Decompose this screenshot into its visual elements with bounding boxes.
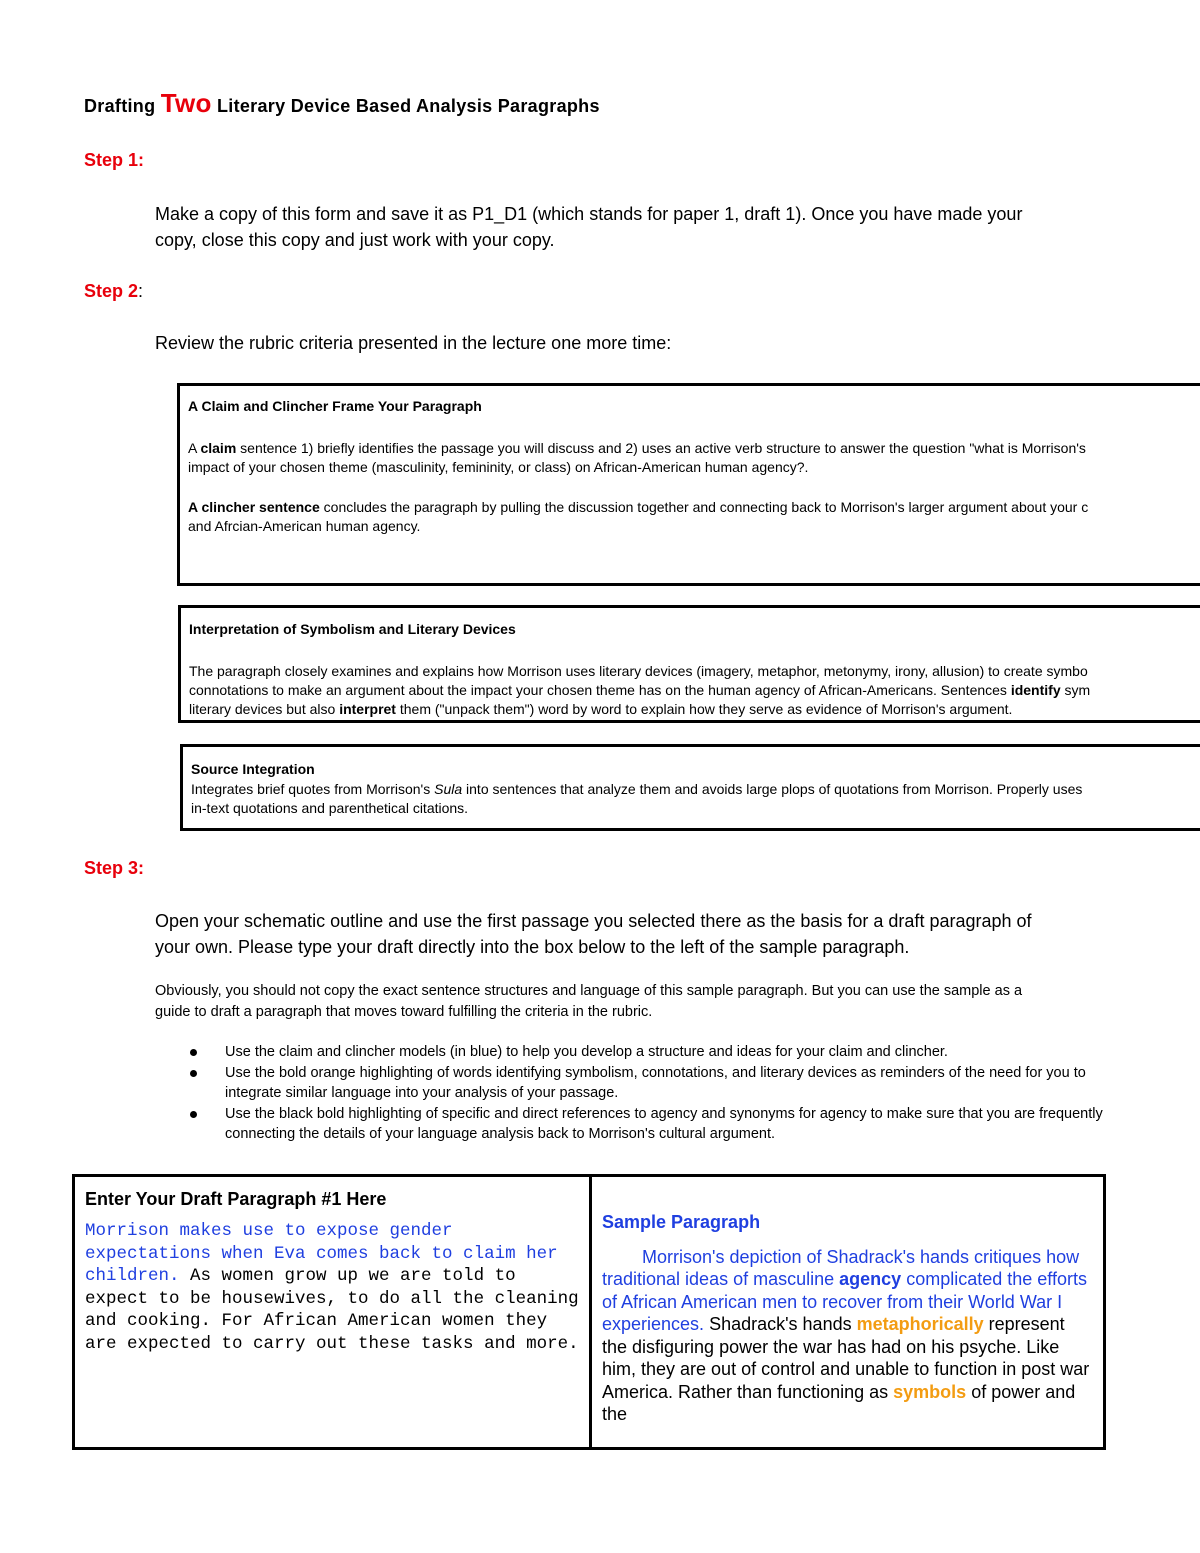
page-title: Drafting Two Literary Device Based Analysis Paragraphs: [84, 88, 600, 118]
list-item: Use the black bold highlighting of specific and direct references to agency and synonyms for agency to make sure that you are frequently connecting the details of your language analysis back to Morrison's cultural argument.: [190, 1104, 1115, 1145]
rubric-claim-heading: A Claim and Clincher Frame Your Paragraph: [188, 398, 482, 414]
list-item: Use the bold orange highlighting of words identifying symbolism, connotations, and literary devices as reminders of the need for you to integrate similar language into your analysis of your passage.: [190, 1063, 1115, 1104]
rubric-claim-box: A Claim and Clincher Frame Your Paragraph A claim sentence 1) briefly identifies the passage you will discuss and 2) uses an active verb structure to answer the question "what is Morrison's impact of your chosen theme (masculinity, femininity, or class) on African-American human agency?. A clincher sentence concludes the paragraph by pulling the discussion together and connecting back to Morrison's larger argument about your c and Afrcian-American human agency.: [177, 383, 1200, 586]
step-1-label: Step 1:: [84, 150, 145, 170]
draft-cell[interactable]: [74, 1176, 591, 1449]
sample-cell: [591, 1176, 1105, 1449]
step-1-text: Make a copy of this form and save it as P1_D1 (which stands for paper 1, draft 1). Once you have made your copy, close this copy and just work with your copy.: [155, 204, 1023, 250]
guidance-list: [190, 1042, 1115, 1145]
step-3-note: Obviously, you should not copy the exact sentence structures and language of this sample paragraph. But you can use the sample as a guide to draft a paragraph that moves toward fulfilling the criteria in the rubric.: [155, 983, 1023, 1020]
rubric-clincher-text: A clincher sentence concludes the paragraph by pulling the discussion together and connecting back to Morrison's larger argument about your c: [188, 499, 1089, 515]
list-item: Use the claim and clincher models (in blue) to help you develop a structure and ideas for your claim and clincher.: [190, 1042, 1115, 1063]
title-emphasis: Two: [160, 88, 212, 118]
step-3-label: Step 3:: [84, 858, 145, 878]
bullet-icon: [190, 1111, 197, 1118]
rubric-interpretation-box: Interpretation of Symbolism and Literary Devices The paragraph closely examines and explains how Morrison uses literary devices (imagery, metaphor, metonymy, irony, allusion) to create symbo connotations to make an argument about the impact your chosen theme has on the human agency of African-Americans. Sentences identify sym literary devices but also interpret them ("unpack them") word by word to explain how they serve as evidence of Morrison's argument.: [178, 605, 1200, 723]
sample-heading: Sample Paragraph: [602, 1212, 761, 1232]
rubric-interpretation-heading: Interpretation of Symbolism and Literary Devices: [189, 621, 516, 637]
bullet-icon: [190, 1070, 197, 1077]
step-2-label: Step 2:: [84, 281, 144, 301]
sample-paragraph: Morrison's depiction of Shadrack's hands critiques how traditional ideas of masculine agency complicated the efforts of African American men to recover from their World War I experiences. Shadrack's hands metaphorically represent the disfiguring power the war has had on his psyche. Like him, they are out of control and unable to function in post war America. Rather than functioning as symbols of power and the: [602, 1246, 1094, 1424]
draft-table: [72, 1174, 1106, 1450]
draft-heading: Enter Your Draft Paragraph #1 Here: [85, 1189, 387, 1209]
rubric-claim-text: A claim sentence 1) briefly identifies the passage you will discuss and 2) uses an active verb structure to answer the question "what is Morrison's: [188, 440, 1086, 456]
draft-paragraph[interactable]: Morrison makes use to expose gender expectations when Eva comes back to claim her children. As women grow up we are told to expect to be housewives, to do all the cleaning and cooking. For African American women they are expected to carry out these tasks and more.: [85, 1221, 590, 1354]
rubric-source-heading: Source Integration: [191, 761, 315, 777]
bullet-icon: [190, 1049, 197, 1056]
step-2-text: Review the rubric criteria presented in the lecture one more time:: [155, 333, 672, 353]
rubric-source-box: Source Integration Integrates brief quotes from Morrison's Sula into sentences that analyze them and avoids large plops of quotations from Morrison. Properly uses in-text quotations and parenthetical citations.: [180, 744, 1200, 831]
step-3-text: Open your schematic outline and use the first passage you selected there as the basis for a draft paragraph of your own. Please type your draft directly into the box below to the left of the sample paragraph.: [155, 911, 1032, 957]
